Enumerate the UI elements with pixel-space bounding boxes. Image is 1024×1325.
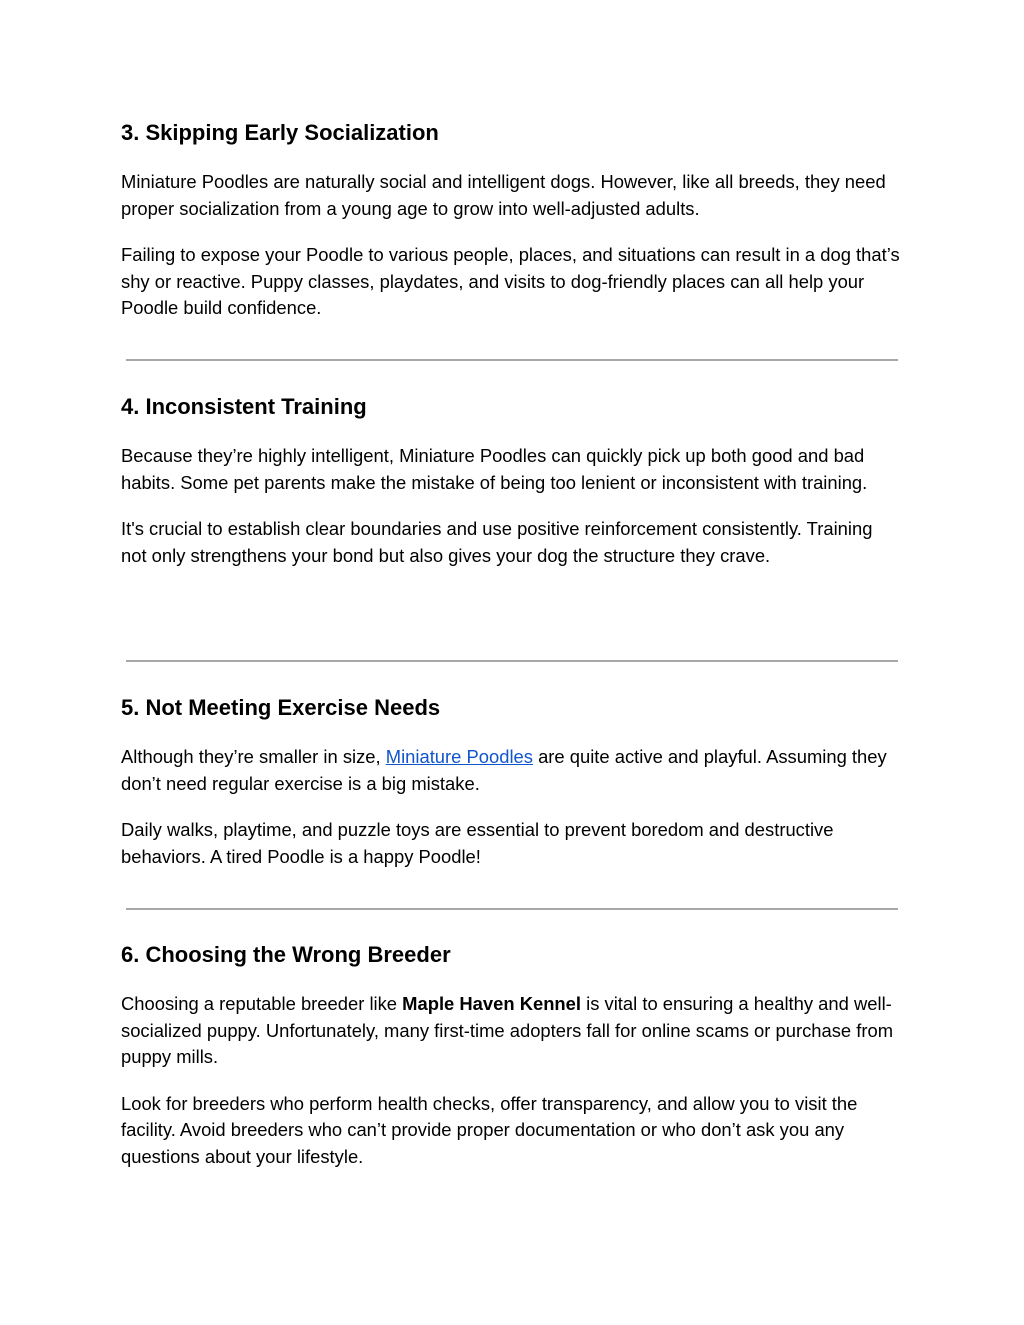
section-breeder	[121, 941, 901, 1171]
text-run: are quite active and playful. Assuming they don’t need regular exercise is a big mistake.	[121, 746, 887, 794]
paragraph	[121, 991, 901, 1071]
section-exercise	[121, 694, 901, 870]
paragraph	[121, 744, 901, 797]
section-heading: 4. Inconsistent Training	[121, 394, 367, 419]
text-run: Although they’re smaller in size,	[121, 746, 386, 767]
section-heading: 3. Skipping Early Socialization	[121, 120, 439, 145]
paragraph: Failing to expose your Poodle to various people, places, and situations can result in a dog that’s shy or reactive. Puppy classes, playdates, and visits to dog-friendly places can all help your Poodle build confidence.	[121, 244, 900, 319]
section-heading: 5. Not Meeting Exercise Needs	[121, 695, 441, 720]
kennel-name: Maple Haven Kennel	[402, 993, 582, 1014]
paragraph: It's crucial to establish clear boundaries and use positive reinforcement consistently. Training not only strengthens your bond but also gives your dog the structure they crave.	[121, 518, 873, 566]
paragraph: Daily walks, playtime, and puzzle toys are essential to prevent boredom and destructive behaviors. A tired Poodle is a happy Poodle!	[121, 819, 834, 867]
paragraph: Look for breeders who perform health checks, offer transparency, and allow you to visit the facility. Avoid breeders who can’t provide proper documentation or who don’t ask you any questions about your lifestyle.	[121, 1092, 858, 1167]
divider	[126, 660, 898, 662]
text-run: is vital to ensuring a healthy and well-socialized puppy. Unfortunately, many first-time adopters fall for online scams or purchase from puppy mills.	[121, 993, 894, 1068]
paragraph: Because they’re highly intelligent, Miniature Poodles can quickly pick up both good and bad habits. Some pet parents make the mistake of being too lenient or inconsistent with training.	[121, 445, 868, 493]
miniature-poodles-link[interactable]: Miniature Poodles	[385, 746, 533, 767]
paragraph: Miniature Poodles are naturally social and intelligent dogs. However, like all breeds, they need proper socialization from a young age to grow into well-adjusted adults.	[121, 171, 886, 219]
section-socialization	[121, 119, 901, 322]
divider	[126, 359, 898, 361]
text-run: Choosing a reputable breeder like	[121, 993, 403, 1014]
section-heading: 6. Choosing the Wrong Breeder	[121, 942, 451, 967]
divider	[126, 908, 898, 910]
section-training	[121, 393, 901, 569]
